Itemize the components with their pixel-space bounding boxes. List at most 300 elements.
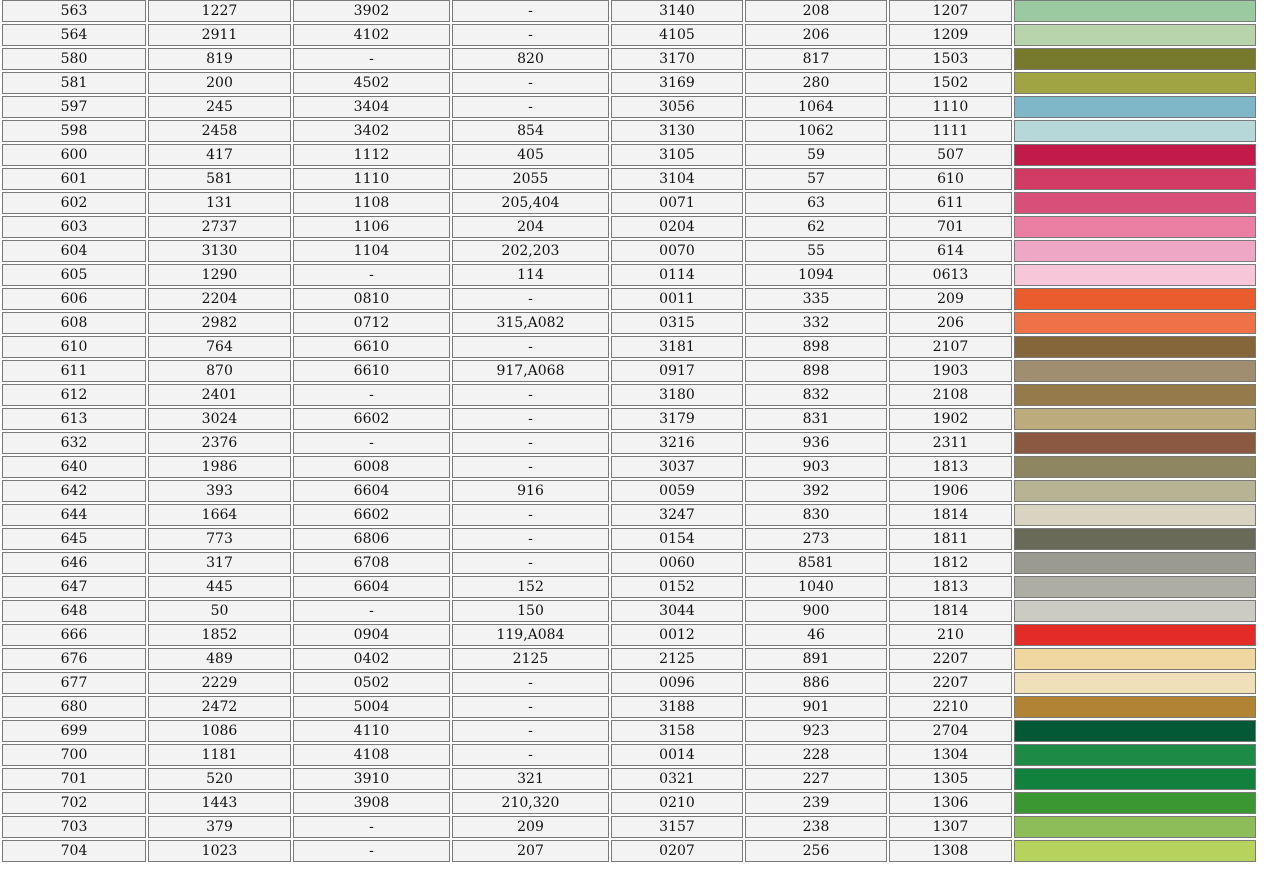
color-swatch — [1015, 769, 1255, 789]
table-cell-col-6: 832 — [745, 384, 887, 406]
table-cell-col-7: 614 — [889, 240, 1012, 262]
table-row — [2, 96, 1256, 118]
table-cell-col-5: 0154 — [611, 528, 743, 550]
table-cell-col-6: 62 — [745, 216, 887, 238]
table-cell-col-3: 4110 — [293, 720, 450, 742]
table-cell-col-3: 3404 — [293, 96, 450, 118]
color-swatch — [1015, 193, 1255, 213]
table-cell-col-1: 597 — [2, 96, 146, 118]
color-swatch — [1015, 1, 1255, 21]
table-cell-col-7: 1307 — [889, 816, 1012, 838]
table-cell-col-5: 0011 — [611, 288, 743, 310]
color-swatch — [1015, 241, 1255, 261]
table-cell-col-3: 1112 — [293, 144, 450, 166]
color-swatch-cell — [1014, 432, 1256, 454]
table-cell-col-5: 0315 — [611, 312, 743, 334]
table-cell-col-5: 3179 — [611, 408, 743, 430]
color-swatch-cell — [1014, 528, 1256, 550]
color-swatch — [1015, 169, 1255, 189]
table-cell-col-2: 819 — [148, 48, 291, 70]
table-cell-col-4: - — [452, 336, 609, 358]
table-cell-col-3: 1108 — [293, 192, 450, 214]
table-cell-col-5: 0060 — [611, 552, 743, 574]
table-cell-col-7: 1111 — [889, 120, 1012, 142]
table-cell-col-7: 1814 — [889, 504, 1012, 526]
color-swatch — [1015, 313, 1255, 333]
table-cell-col-2: 131 — [148, 192, 291, 214]
table-cell-col-4: - — [452, 408, 609, 430]
color-swatch — [1015, 721, 1255, 741]
table-row — [2, 192, 1256, 214]
table-cell-col-6: 900 — [745, 600, 887, 622]
table-cell-col-2: 764 — [148, 336, 291, 358]
table-cell-col-6: 1094 — [745, 264, 887, 286]
table-cell-col-5: 0321 — [611, 768, 743, 790]
color-swatch-cell — [1014, 720, 1256, 742]
color-swatch — [1015, 25, 1255, 45]
table-row — [2, 504, 1256, 526]
table-cell-col-2: 2204 — [148, 288, 291, 310]
table-cell-col-6: 256 — [745, 840, 887, 862]
color-swatch-cell — [1014, 312, 1256, 334]
table-cell-col-4: 916 — [452, 480, 609, 502]
table-cell-col-1: 701 — [2, 768, 146, 790]
color-swatch-cell — [1014, 360, 1256, 382]
table-cell-col-2: 2229 — [148, 672, 291, 694]
color-swatch-cell — [1014, 456, 1256, 478]
table-cell-col-3: - — [293, 384, 450, 406]
table-cell-col-2: 2982 — [148, 312, 291, 334]
table-cell-col-6: 903 — [745, 456, 887, 478]
table-cell-col-1: 580 — [2, 48, 146, 70]
table-cell-col-3: 6708 — [293, 552, 450, 574]
color-swatch — [1015, 97, 1255, 117]
color-swatch-cell — [1014, 0, 1256, 22]
table-cell-col-6: 46 — [745, 624, 887, 646]
table-cell-col-2: 1181 — [148, 744, 291, 766]
table-cell-col-4: 150 — [452, 600, 609, 622]
table-cell-col-6: 923 — [745, 720, 887, 742]
table-row — [2, 816, 1256, 838]
table-cell-col-1: 699 — [2, 720, 146, 742]
table-cell-col-1: 666 — [2, 624, 146, 646]
table-cell-col-5: 0059 — [611, 480, 743, 502]
table-cell-col-5: 3158 — [611, 720, 743, 742]
table-cell-col-3: 5004 — [293, 696, 450, 718]
table-cell-col-1: 598 — [2, 120, 146, 142]
table-row — [2, 360, 1256, 382]
color-swatch — [1015, 385, 1255, 405]
table-cell-col-2: 2401 — [148, 384, 291, 406]
table-cell-col-2: 1023 — [148, 840, 291, 862]
table-row — [2, 336, 1256, 358]
color-swatch — [1015, 841, 1255, 861]
table-cell-col-5: 0070 — [611, 240, 743, 262]
table-cell-col-7: 206 — [889, 312, 1012, 334]
color-swatch-cell — [1014, 504, 1256, 526]
table-cell-col-1: 700 — [2, 744, 146, 766]
table-cell-col-4: - — [452, 96, 609, 118]
table-cell-col-4: 119,A084 — [452, 624, 609, 646]
color-swatch-cell — [1014, 768, 1256, 790]
table-row — [2, 120, 1256, 142]
table-cell-col-6: 831 — [745, 408, 887, 430]
table-cell-col-6: 1062 — [745, 120, 887, 142]
table-cell-col-2: 581 — [148, 168, 291, 190]
table-cell-col-6: 8581 — [745, 552, 887, 574]
color-swatch — [1015, 697, 1255, 717]
table-cell-col-7: 1902 — [889, 408, 1012, 430]
color-swatch — [1015, 145, 1255, 165]
table-cell-col-5: 3105 — [611, 144, 743, 166]
table-row — [2, 600, 1256, 622]
table-cell-col-1: 702 — [2, 792, 146, 814]
color-swatch-cell — [1014, 480, 1256, 502]
table-cell-col-7: 1903 — [889, 360, 1012, 382]
table-cell-col-7: 1110 — [889, 96, 1012, 118]
table-cell-col-6: 817 — [745, 48, 887, 70]
color-swatch — [1015, 529, 1255, 549]
table-row — [2, 432, 1256, 454]
color-swatch — [1015, 457, 1255, 477]
color-swatch-cell — [1014, 792, 1256, 814]
table-cell-col-3: 6610 — [293, 336, 450, 358]
table-cell-col-5: 0152 — [611, 576, 743, 598]
table-cell-col-2: 520 — [148, 768, 291, 790]
table-cell-col-2: 3024 — [148, 408, 291, 430]
table-cell-col-4: 205,404 — [452, 192, 609, 214]
color-swatch-cell — [1014, 144, 1256, 166]
table-cell-col-1: 647 — [2, 576, 146, 598]
table-cell-col-5: 3247 — [611, 504, 743, 526]
table-cell-col-7: 210 — [889, 624, 1012, 646]
table-row — [2, 144, 1256, 166]
table-cell-col-5: 0071 — [611, 192, 743, 214]
color-swatch — [1015, 817, 1255, 837]
table-cell-col-1: 601 — [2, 168, 146, 190]
table-cell-col-6: 239 — [745, 792, 887, 814]
table-cell-col-4: 210,320 — [452, 792, 609, 814]
table-cell-col-4: 315,A082 — [452, 312, 609, 334]
table-cell-col-5: 0917 — [611, 360, 743, 382]
table-cell-col-7: 1306 — [889, 792, 1012, 814]
table-cell-col-6: 57 — [745, 168, 887, 190]
table-cell-col-7: 1304 — [889, 744, 1012, 766]
table-cell-col-2: 379 — [148, 816, 291, 838]
table-cell-col-2: 50 — [148, 600, 291, 622]
table-cell-col-4: 321 — [452, 768, 609, 790]
table-cell-col-3: - — [293, 840, 450, 862]
table-row — [2, 240, 1256, 262]
color-swatch-cell — [1014, 744, 1256, 766]
table-cell-col-1: 564 — [2, 24, 146, 46]
table-cell-col-1: 676 — [2, 648, 146, 670]
table-cell-col-2: 417 — [148, 144, 291, 166]
table-cell-col-4: - — [452, 528, 609, 550]
table-cell-col-7: 2207 — [889, 672, 1012, 694]
table-row — [2, 72, 1256, 94]
table-body — [2, 0, 1256, 862]
table-row — [2, 552, 1256, 574]
color-swatch — [1015, 481, 1255, 501]
table-cell-col-5: 3044 — [611, 600, 743, 622]
table-row — [2, 312, 1256, 334]
table-cell-col-5: 0012 — [611, 624, 743, 646]
table-cell-col-2: 2911 — [148, 24, 291, 46]
table-cell-col-1: 604 — [2, 240, 146, 262]
table-cell-col-5: 3130 — [611, 120, 743, 142]
table-cell-col-1: 644 — [2, 504, 146, 526]
table-cell-col-1: 677 — [2, 672, 146, 694]
table-cell-col-2: 2737 — [148, 216, 291, 238]
table-cell-col-4: 114 — [452, 264, 609, 286]
table-cell-col-2: 489 — [148, 648, 291, 670]
table-cell-col-2: 1986 — [148, 456, 291, 478]
table-cell-col-7: 611 — [889, 192, 1012, 214]
table-cell-col-7: 507 — [889, 144, 1012, 166]
table-cell-col-3: 6610 — [293, 360, 450, 382]
color-swatch-cell — [1014, 648, 1256, 670]
table-cell-col-3: 0402 — [293, 648, 450, 670]
table-cell-col-3: 3902 — [293, 0, 450, 22]
table-cell-col-6: 208 — [745, 0, 887, 22]
table-cell-col-6: 392 — [745, 480, 887, 502]
table-cell-col-7: 2210 — [889, 696, 1012, 718]
table-row — [2, 456, 1256, 478]
table-cell-col-4: 209 — [452, 816, 609, 838]
table-cell-col-1: 605 — [2, 264, 146, 286]
table-cell-col-1: 640 — [2, 456, 146, 478]
color-swatch-cell — [1014, 48, 1256, 70]
color-swatch — [1015, 745, 1255, 765]
table-row — [2, 528, 1256, 550]
table-cell-col-5: 3157 — [611, 816, 743, 838]
table-cell-col-4: 204 — [452, 216, 609, 238]
table-cell-col-3: 6806 — [293, 528, 450, 550]
color-swatch — [1015, 73, 1255, 93]
table-cell-col-2: 200 — [148, 72, 291, 94]
color-swatch — [1015, 361, 1255, 381]
table-cell-col-1: 646 — [2, 552, 146, 574]
table-cell-col-1: 610 — [2, 336, 146, 358]
table-cell-col-5: 3181 — [611, 336, 743, 358]
table-cell-col-4: - — [452, 720, 609, 742]
table-cell-col-5: 3037 — [611, 456, 743, 478]
table-cell-col-3: - — [293, 48, 450, 70]
table-cell-col-7: 1813 — [889, 576, 1012, 598]
table-cell-col-2: 393 — [148, 480, 291, 502]
table-cell-col-2: 1443 — [148, 792, 291, 814]
table-cell-col-4: - — [452, 456, 609, 478]
table-cell-col-6: 898 — [745, 336, 887, 358]
table-cell-col-6: 238 — [745, 816, 887, 838]
table-cell-col-4: - — [452, 0, 609, 22]
color-swatch — [1015, 793, 1255, 813]
color-swatch-cell — [1014, 216, 1256, 238]
table-cell-col-2: 317 — [148, 552, 291, 574]
table-cell-col-5: 3056 — [611, 96, 743, 118]
table-cell-col-1: 613 — [2, 408, 146, 430]
table-cell-col-3: - — [293, 600, 450, 622]
table-cell-col-3: 3402 — [293, 120, 450, 142]
table-cell-col-4: - — [452, 744, 609, 766]
color-swatch-cell — [1014, 384, 1256, 406]
table-cell-col-1: 563 — [2, 0, 146, 22]
table-cell-col-3: 0502 — [293, 672, 450, 694]
table-row — [2, 840, 1256, 862]
color-swatch — [1015, 601, 1255, 621]
color-swatch-cell — [1014, 576, 1256, 598]
color-swatch — [1015, 505, 1255, 525]
table-cell-col-3: 4102 — [293, 24, 450, 46]
table-cell-col-4: 2055 — [452, 168, 609, 190]
table-cell-col-5: 0207 — [611, 840, 743, 862]
table-cell-col-3: 6604 — [293, 576, 450, 598]
table-row — [2, 648, 1256, 670]
table-row — [2, 624, 1256, 646]
table-cell-col-2: 773 — [148, 528, 291, 550]
color-swatch — [1015, 673, 1255, 693]
table-cell-col-6: 886 — [745, 672, 887, 694]
table-cell-col-3: 3910 — [293, 768, 450, 790]
table-cell-col-6: 332 — [745, 312, 887, 334]
color-swatch-cell — [1014, 240, 1256, 262]
color-swatch-cell — [1014, 72, 1256, 94]
table-cell-col-4: 2125 — [452, 648, 609, 670]
table-cell-col-4: - — [452, 24, 609, 46]
color-swatch — [1015, 625, 1255, 645]
table-row — [2, 168, 1256, 190]
table-cell-col-1: 648 — [2, 600, 146, 622]
table-cell-col-4: 152 — [452, 576, 609, 598]
color-swatch-cell — [1014, 840, 1256, 862]
table-cell-col-2: 1852 — [148, 624, 291, 646]
table-cell-col-6: 891 — [745, 648, 887, 670]
table-row — [2, 216, 1256, 238]
table-row — [2, 408, 1256, 430]
table-cell-col-3: - — [293, 432, 450, 454]
table-cell-col-5: 3170 — [611, 48, 743, 70]
table-cell-col-1: 611 — [2, 360, 146, 382]
table-cell-col-3: 3908 — [293, 792, 450, 814]
table-cell-col-1: 612 — [2, 384, 146, 406]
table-cell-col-5: 3169 — [611, 72, 743, 94]
table-cell-col-6: 280 — [745, 72, 887, 94]
table-cell-col-7: 2311 — [889, 432, 1012, 454]
color-swatch — [1015, 217, 1255, 237]
color-swatch-cell — [1014, 96, 1256, 118]
color-swatch-cell — [1014, 264, 1256, 286]
table-row — [2, 768, 1256, 790]
table-cell-col-5: 3140 — [611, 0, 743, 22]
table-cell-col-7: 1814 — [889, 600, 1012, 622]
table-cell-col-7: 1812 — [889, 552, 1012, 574]
table-cell-col-3: 0904 — [293, 624, 450, 646]
table-cell-col-6: 59 — [745, 144, 887, 166]
table-cell-col-7: 1811 — [889, 528, 1012, 550]
color-swatch-cell — [1014, 336, 1256, 358]
table-cell-col-3: 1106 — [293, 216, 450, 238]
table-cell-col-1: 703 — [2, 816, 146, 838]
table-cell-col-5: 0114 — [611, 264, 743, 286]
table-row — [2, 48, 1256, 70]
color-swatch-cell — [1014, 288, 1256, 310]
table-cell-col-6: 898 — [745, 360, 887, 382]
table-cell-col-6: 55 — [745, 240, 887, 262]
table-row — [2, 672, 1256, 694]
table-cell-col-6: 228 — [745, 744, 887, 766]
table-cell-col-4: - — [452, 504, 609, 526]
table-cell-col-6: 335 — [745, 288, 887, 310]
color-swatch — [1015, 553, 1255, 573]
table-cell-col-2: 445 — [148, 576, 291, 598]
table-cell-col-7: 209 — [889, 288, 1012, 310]
table-row — [2, 24, 1256, 46]
color-swatch — [1015, 433, 1255, 453]
table-cell-col-7: 1308 — [889, 840, 1012, 862]
color-swatch — [1015, 49, 1255, 69]
table-row — [2, 264, 1256, 286]
table-cell-col-7: 2108 — [889, 384, 1012, 406]
table-cell-col-1: 680 — [2, 696, 146, 718]
table-cell-col-1: 642 — [2, 480, 146, 502]
color-swatch — [1015, 265, 1255, 285]
table-cell-col-4: - — [452, 432, 609, 454]
table-row — [2, 384, 1256, 406]
color-swatch-cell — [1014, 696, 1256, 718]
table-cell-col-7: 1305 — [889, 768, 1012, 790]
table-cell-col-7: 1209 — [889, 24, 1012, 46]
color-swatch-cell — [1014, 624, 1256, 646]
table-cell-col-7: 701 — [889, 216, 1012, 238]
color-swatch-cell — [1014, 168, 1256, 190]
color-swatch-cell — [1014, 816, 1256, 838]
table-row — [2, 0, 1256, 22]
color-swatch-cell — [1014, 120, 1256, 142]
table-cell-col-5: 0210 — [611, 792, 743, 814]
table-cell-col-2: 1227 — [148, 0, 291, 22]
table-cell-col-4: - — [452, 384, 609, 406]
table-cell-col-6: 227 — [745, 768, 887, 790]
table-cell-col-3: 1104 — [293, 240, 450, 262]
table-cell-col-7: 1813 — [889, 456, 1012, 478]
table-cell-col-4: - — [452, 288, 609, 310]
color-swatch — [1015, 337, 1255, 357]
table-cell-col-7: 2704 — [889, 720, 1012, 742]
table-cell-col-5: 3216 — [611, 432, 743, 454]
table-cell-col-4: - — [452, 552, 609, 574]
table-cell-col-1: 603 — [2, 216, 146, 238]
table-cell-col-6: 901 — [745, 696, 887, 718]
table-cell-col-6: 63 — [745, 192, 887, 214]
table-cell-col-7: 1502 — [889, 72, 1012, 94]
table-cell-col-5: 0204 — [611, 216, 743, 238]
table-row — [2, 288, 1256, 310]
table-cell-col-3: - — [293, 264, 450, 286]
table-cell-col-6: 1064 — [745, 96, 887, 118]
color-swatch-cell — [1014, 600, 1256, 622]
table-cell-col-1: 606 — [2, 288, 146, 310]
table-cell-col-3: - — [293, 816, 450, 838]
table-row — [2, 696, 1256, 718]
color-swatch — [1015, 649, 1255, 669]
table-cell-col-4: 917,A068 — [452, 360, 609, 382]
table-row — [2, 576, 1256, 598]
table-cell-col-6: 206 — [745, 24, 887, 46]
table-cell-col-7: 1906 — [889, 480, 1012, 502]
table-cell-col-3: 6604 — [293, 480, 450, 502]
table-cell-col-4: 202,203 — [452, 240, 609, 262]
